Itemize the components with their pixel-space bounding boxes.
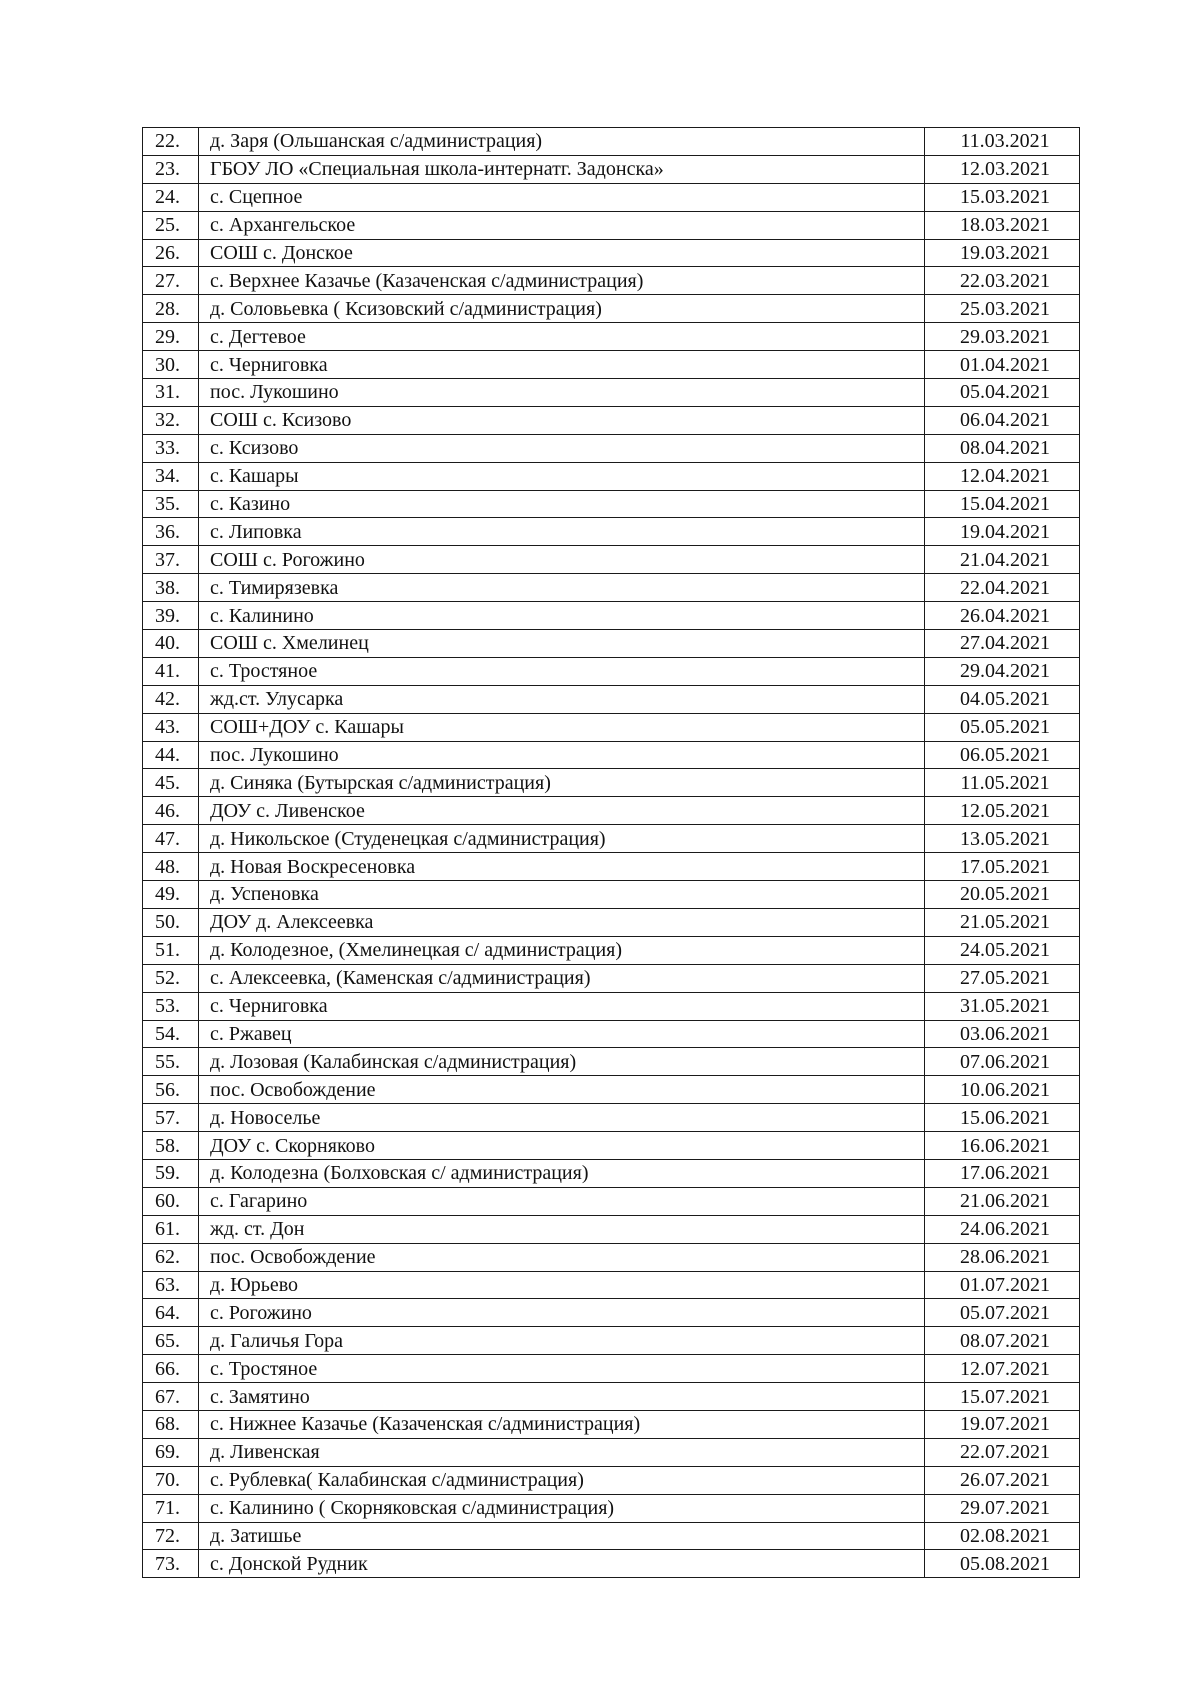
row-number: 73.: [143, 1550, 199, 1578]
row-place: ГБОУ ЛО «Специальная школа-интернатг. Задонска»: [199, 155, 925, 183]
row-date: 06.04.2021: [925, 406, 1080, 434]
table-row: [143, 1522, 1080, 1550]
row-place: д. Соловьевка ( Ксизовский с/администрация): [199, 295, 925, 323]
row-date: 24.06.2021: [925, 1215, 1080, 1243]
row-place: д. Никольское (Студенецкая с/администрация): [199, 825, 925, 853]
row-number: 24.: [143, 183, 199, 211]
row-place: с. Черниговка: [199, 992, 925, 1020]
row-number: 69.: [143, 1438, 199, 1466]
row-place: д. Заря (Ольшанская с/администрация): [199, 128, 925, 156]
row-number: 67.: [143, 1383, 199, 1411]
table-row: [143, 1550, 1080, 1578]
row-number: 26.: [143, 239, 199, 267]
row-number: 23.: [143, 155, 199, 183]
row-place: ДОУ д. Алексеевка: [199, 908, 925, 936]
table-row: [143, 183, 1080, 211]
row-number: 59.: [143, 1159, 199, 1187]
table-row: [143, 936, 1080, 964]
table-row: [143, 1215, 1080, 1243]
row-date: 10.06.2021: [925, 1076, 1080, 1104]
row-number: 63.: [143, 1271, 199, 1299]
row-place: с. Черниговка: [199, 351, 925, 379]
row-number: 66.: [143, 1355, 199, 1383]
table-row: [143, 239, 1080, 267]
row-date: 24.05.2021: [925, 936, 1080, 964]
table-row: [143, 1494, 1080, 1522]
row-number: 62.: [143, 1243, 199, 1271]
row-number: 50.: [143, 908, 199, 936]
table-row: [143, 546, 1080, 574]
row-place: д. Галичья Гора: [199, 1327, 925, 1355]
row-number: 41.: [143, 657, 199, 685]
row-date: 19.03.2021: [925, 239, 1080, 267]
table-row: [143, 1132, 1080, 1160]
row-number: 28.: [143, 295, 199, 323]
row-number: 55.: [143, 1048, 199, 1076]
row-date: 05.05.2021: [925, 713, 1080, 741]
row-date: 31.05.2021: [925, 992, 1080, 1020]
table-row: [143, 462, 1080, 490]
table-row: [143, 630, 1080, 658]
row-date: 07.06.2021: [925, 1048, 1080, 1076]
row-number: 31.: [143, 379, 199, 407]
table-row: [143, 351, 1080, 379]
row-place: СОШ с. Ксизово: [199, 406, 925, 434]
table-row: [143, 1355, 1080, 1383]
table-row: [143, 908, 1080, 936]
row-date: 13.05.2021: [925, 825, 1080, 853]
row-place: пос. Лукошино: [199, 379, 925, 407]
row-place: д. Лозовая (Калабинская с/администрация): [199, 1048, 925, 1076]
row-date: 29.04.2021: [925, 657, 1080, 685]
table-row: [143, 406, 1080, 434]
row-date: 05.08.2021: [925, 1550, 1080, 1578]
row-number: 68.: [143, 1410, 199, 1438]
row-number: 45.: [143, 769, 199, 797]
row-date: 12.03.2021: [925, 155, 1080, 183]
row-place: с. Липовка: [199, 518, 925, 546]
row-date: 03.06.2021: [925, 1020, 1080, 1048]
row-date: 04.05.2021: [925, 685, 1080, 713]
row-date: 22.04.2021: [925, 574, 1080, 602]
row-date: 16.06.2021: [925, 1132, 1080, 1160]
table-row: [143, 1327, 1080, 1355]
row-date: 05.04.2021: [925, 379, 1080, 407]
row-date: 12.04.2021: [925, 462, 1080, 490]
row-number: 57.: [143, 1104, 199, 1132]
row-place: с. Алексеевка, (Каменская с/администрация): [199, 964, 925, 992]
row-place: д. Успеновка: [199, 881, 925, 909]
schedule-rows: [143, 128, 1080, 1578]
table-row: [143, 295, 1080, 323]
row-date: 22.03.2021: [925, 267, 1080, 295]
table-row: [143, 155, 1080, 183]
table-row: [143, 685, 1080, 713]
row-place: с. Сцепное: [199, 183, 925, 211]
table-row: [143, 741, 1080, 769]
row-number: 53.: [143, 992, 199, 1020]
row-number: 48.: [143, 853, 199, 881]
row-number: 70.: [143, 1466, 199, 1494]
row-date: 17.05.2021: [925, 853, 1080, 881]
table-row: [143, 713, 1080, 741]
table-row: [143, 657, 1080, 685]
row-place: пос. Лукошино: [199, 741, 925, 769]
row-number: 36.: [143, 518, 199, 546]
table-row: [143, 434, 1080, 462]
row-number: 65.: [143, 1327, 199, 1355]
row-date: 11.03.2021: [925, 128, 1080, 156]
row-place: жд.ст. Улусарка: [199, 685, 925, 713]
row-place: ДОУ с. Ливенское: [199, 797, 925, 825]
row-number: 64.: [143, 1299, 199, 1327]
schedule-table: [142, 127, 1080, 1578]
row-number: 35.: [143, 490, 199, 518]
row-date: 17.06.2021: [925, 1159, 1080, 1187]
table-row: [143, 797, 1080, 825]
row-date: 29.07.2021: [925, 1494, 1080, 1522]
table-row: [143, 1159, 1080, 1187]
table-row: [143, 853, 1080, 881]
row-date: 19.04.2021: [925, 518, 1080, 546]
table-row: [143, 1076, 1080, 1104]
row-number: 54.: [143, 1020, 199, 1048]
row-place: с. Дегтевое: [199, 323, 925, 351]
row-place: с. Кашары: [199, 462, 925, 490]
row-number: 37.: [143, 546, 199, 574]
table-row: [143, 881, 1080, 909]
table-row: [143, 128, 1080, 156]
row-date: 15.06.2021: [925, 1104, 1080, 1132]
row-number: 49.: [143, 881, 199, 909]
row-number: 29.: [143, 323, 199, 351]
table-row: [143, 1243, 1080, 1271]
table-row: [143, 1104, 1080, 1132]
row-date: 27.05.2021: [925, 964, 1080, 992]
table-row: [143, 1187, 1080, 1215]
row-place: с. Верхнее Казачье (Казаченская с/администрация): [199, 267, 925, 295]
table-row: [143, 323, 1080, 351]
table-row: [143, 211, 1080, 239]
table-row: [143, 1466, 1080, 1494]
row-number: 22.: [143, 128, 199, 156]
row-date: 05.07.2021: [925, 1299, 1080, 1327]
row-date: 29.03.2021: [925, 323, 1080, 351]
row-place: СОШ+ДОУ с. Кашары: [199, 713, 925, 741]
row-number: 25.: [143, 211, 199, 239]
row-date: 18.03.2021: [925, 211, 1080, 239]
row-place: д. Синяка (Бутырская с/администрация): [199, 769, 925, 797]
row-place: с. Калинино: [199, 602, 925, 630]
row-date: 26.04.2021: [925, 602, 1080, 630]
table-row: [143, 1410, 1080, 1438]
table-row: [143, 490, 1080, 518]
row-number: 30.: [143, 351, 199, 379]
table-row: [143, 1048, 1080, 1076]
row-date: 15.07.2021: [925, 1383, 1080, 1411]
row-place: с. Архангельское: [199, 211, 925, 239]
row-place: с. Замятино: [199, 1383, 925, 1411]
row-number: 32.: [143, 406, 199, 434]
row-date: 20.05.2021: [925, 881, 1080, 909]
row-number: 58.: [143, 1132, 199, 1160]
row-number: 42.: [143, 685, 199, 713]
row-place: с. Калинино ( Скорняковская с/администрация): [199, 1494, 925, 1522]
table-row: [143, 992, 1080, 1020]
row-number: 39.: [143, 602, 199, 630]
row-number: 43.: [143, 713, 199, 741]
row-place: жд. ст. Дон: [199, 1215, 925, 1243]
row-date: 11.05.2021: [925, 769, 1080, 797]
table-row: [143, 379, 1080, 407]
row-date: 21.04.2021: [925, 546, 1080, 574]
row-place: СОШ с. Хмелинец: [199, 630, 925, 658]
table-row: [143, 267, 1080, 295]
row-date: 26.07.2021: [925, 1466, 1080, 1494]
row-place: пос. Освобождение: [199, 1076, 925, 1104]
row-date: 21.05.2021: [925, 908, 1080, 936]
row-date: 01.07.2021: [925, 1271, 1080, 1299]
row-number: 27.: [143, 267, 199, 295]
table-row: [143, 1299, 1080, 1327]
row-date: 12.05.2021: [925, 797, 1080, 825]
row-place: с. Тимирязевка: [199, 574, 925, 602]
row-place: с. Казино: [199, 490, 925, 518]
row-number: 51.: [143, 936, 199, 964]
row-date: 19.07.2021: [925, 1410, 1080, 1438]
row-place: с. Ржавец: [199, 1020, 925, 1048]
row-number: 46.: [143, 797, 199, 825]
table-row: [143, 964, 1080, 992]
row-place: д. Колодезна (Болховская с/ администрация): [199, 1159, 925, 1187]
row-number: 72.: [143, 1522, 199, 1550]
table-row: [143, 602, 1080, 630]
row-number: 71.: [143, 1494, 199, 1522]
row-date: 08.04.2021: [925, 434, 1080, 462]
row-place: с. Тростяное: [199, 657, 925, 685]
row-date: 27.04.2021: [925, 630, 1080, 658]
row-place: ДОУ с. Скорняково: [199, 1132, 925, 1160]
row-place: с. Рогожино: [199, 1299, 925, 1327]
table-row: [143, 574, 1080, 602]
row-place: с. Донской Рудник: [199, 1550, 925, 1578]
row-place: СОШ с. Донское: [199, 239, 925, 267]
row-place: с. Рублевка( Калабинская с/администрация): [199, 1466, 925, 1494]
table-row: [143, 825, 1080, 853]
row-place: д. Затишье: [199, 1522, 925, 1550]
row-number: 40.: [143, 630, 199, 658]
row-date: 15.03.2021: [925, 183, 1080, 211]
row-number: 52.: [143, 964, 199, 992]
row-number: 33.: [143, 434, 199, 462]
row-place: д. Юрьево: [199, 1271, 925, 1299]
row-date: 01.04.2021: [925, 351, 1080, 379]
table-row: [143, 1271, 1080, 1299]
row-date: 22.07.2021: [925, 1438, 1080, 1466]
row-date: 06.05.2021: [925, 741, 1080, 769]
row-place: д. Ливенская: [199, 1438, 925, 1466]
row-number: 38.: [143, 574, 199, 602]
row-place: с. Гагарино: [199, 1187, 925, 1215]
table-row: [143, 518, 1080, 546]
row-date: 21.06.2021: [925, 1187, 1080, 1215]
row-place: с. Нижнее Казачье (Казаченская с/администрация): [199, 1410, 925, 1438]
table-row: [143, 1020, 1080, 1048]
row-place: СОШ с. Рогожино: [199, 546, 925, 574]
row-date: 08.07.2021: [925, 1327, 1080, 1355]
row-date: 28.06.2021: [925, 1243, 1080, 1271]
row-date: 25.03.2021: [925, 295, 1080, 323]
row-place: д. Новая Воскресеновка: [199, 853, 925, 881]
row-number: 61.: [143, 1215, 199, 1243]
row-number: 34.: [143, 462, 199, 490]
row-number: 60.: [143, 1187, 199, 1215]
row-date: 12.07.2021: [925, 1355, 1080, 1383]
row-number: 44.: [143, 741, 199, 769]
row-date: 15.04.2021: [925, 490, 1080, 518]
row-place: д. Колодезное, (Хмелинецкая с/ администрация): [199, 936, 925, 964]
table-row: [143, 1383, 1080, 1411]
row-place: д. Новоселье: [199, 1104, 925, 1132]
table-row: [143, 769, 1080, 797]
row-number: 56.: [143, 1076, 199, 1104]
row-number: 47.: [143, 825, 199, 853]
row-date: 02.08.2021: [925, 1522, 1080, 1550]
table-row: [143, 1438, 1080, 1466]
row-place: с. Тростяное: [199, 1355, 925, 1383]
row-place: пос. Освобождение: [199, 1243, 925, 1271]
row-place: с. Ксизово: [199, 434, 925, 462]
